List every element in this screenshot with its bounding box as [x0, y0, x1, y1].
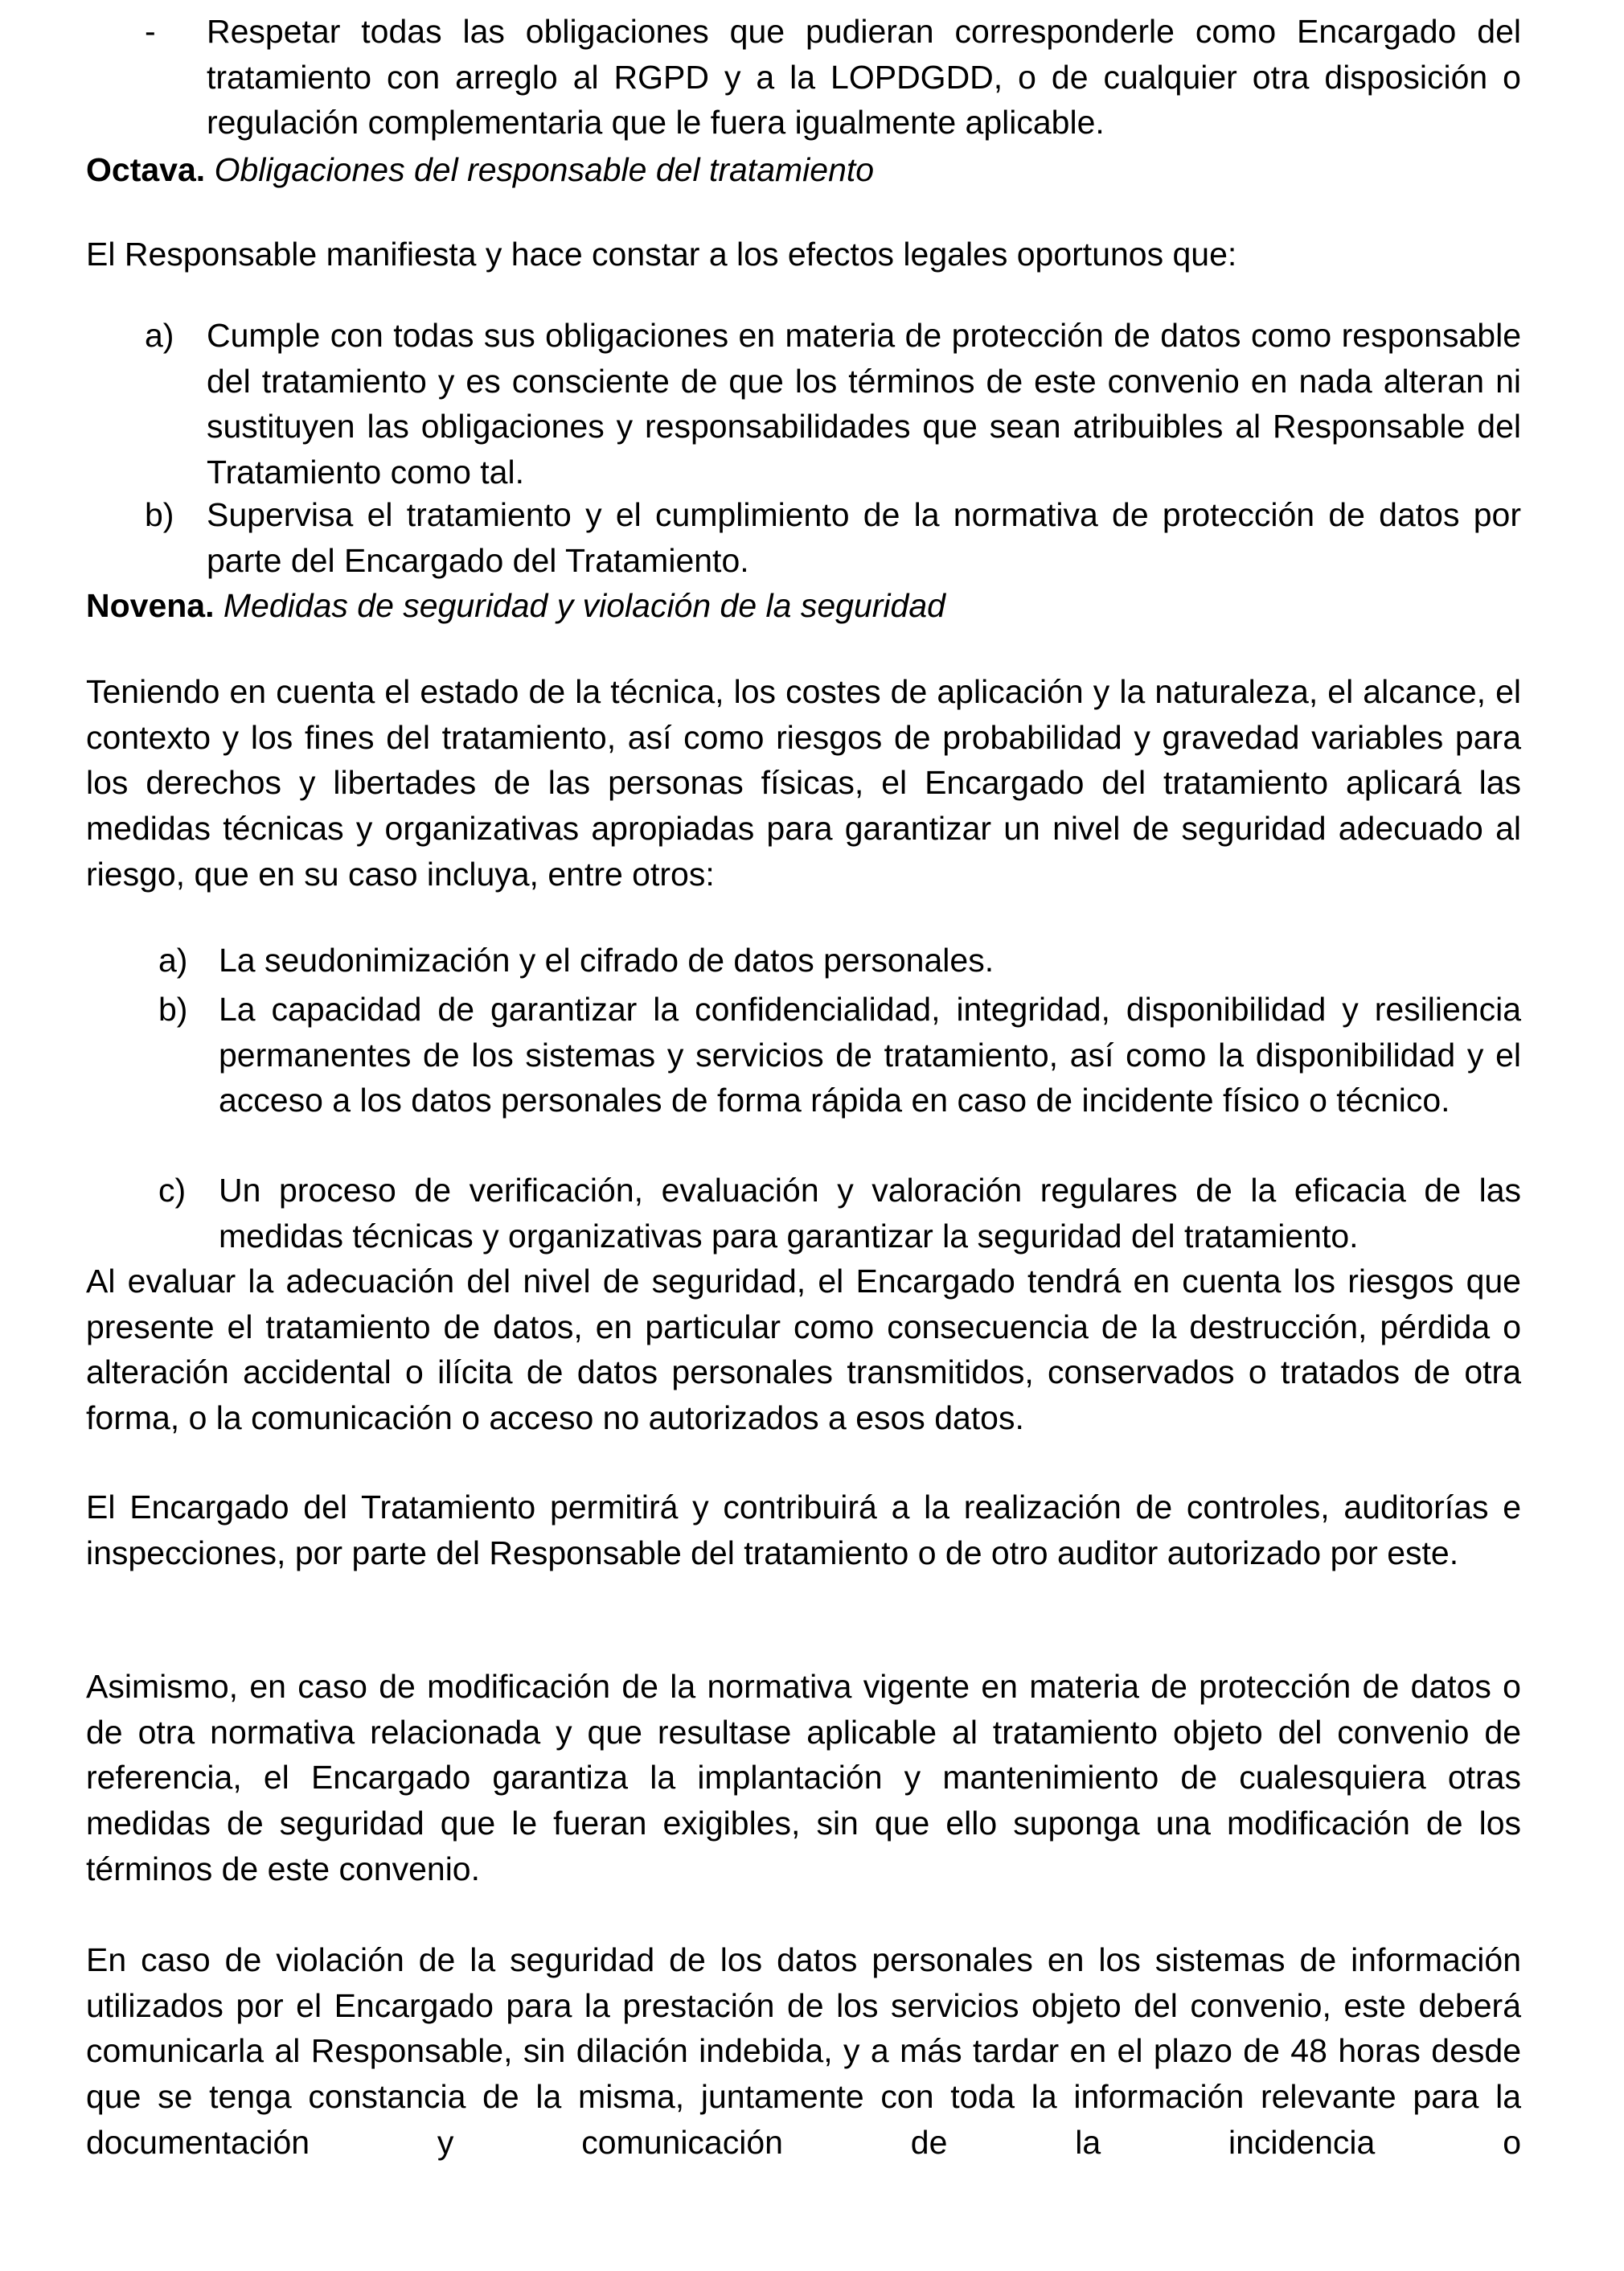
section-heading-octava: [86, 147, 1521, 193]
dash-item-text: Respetar todas las obligaciones que pudieran corresponderle como Encargado del tratamiento con arreglo al RGPD y a la LOPDGDD, o de cualquier otra disposición o regulación complementaria que le fuera igualmente aplicable.: [207, 13, 1521, 142]
section-label: Octava.: [86, 151, 206, 188]
list-item-text: La seudonimización y el cifrado de datos personales.: [219, 942, 994, 979]
section-title: Obligaciones del responsable del tratamiento: [214, 151, 875, 188]
list-item-text: Cumple con todas sus obligaciones en materia de protección de datos como responsable del tratamiento y es consciente de que los términos de este convenio en nada alteran ni sustituyen las obligaciones y responsabilidades que sean atribuibles al Responsable del Tratamiento como tal.: [207, 317, 1521, 491]
section-label: Novena.: [86, 587, 215, 624]
list-marker: b): [158, 991, 188, 1028]
list-item-text: Supervisa el tratamiento y el cumplimiento de la normativa de protección de datos por parte del Encargado del Tratamiento.: [207, 496, 1521, 579]
list-marker: c): [158, 1172, 187, 1209]
paragraph: El Encargado del Tratamiento permitirá y contribuirá a la realización de controles, auditorías e inspecciones, por parte del Responsable del tratamiento o de otro auditor autorizado por este.: [86, 1489, 1521, 1571]
section-title: Medidas de seguridad y violación de la seguridad: [223, 587, 945, 624]
list-item-text: Un proceso de verificación, evaluación y valoración regulares de la eficacia de las medidas técnicas y organizativas para garantizar la seguridad del tratamiento.: [219, 1172, 1521, 1255]
dash-marker: -: [145, 13, 156, 50]
list-item-text: La capacidad de garantizar la confidencialidad, integridad, disponibilidad y resiliencia permanentes de los sistemas y servicios de tratamiento, así como la disponibilidad y el acceso a los datos personales de forma rápida en caso de incidente físico o técnico.: [219, 991, 1521, 1119]
list-marker: b): [145, 496, 174, 533]
list-marker: a): [145, 317, 174, 354]
octava-intro: El Responsable manifiesta y hace constar a los efectos legales oportunos que:: [86, 236, 1237, 273]
section-heading-novena: [86, 583, 1521, 629]
list-marker: a): [158, 942, 188, 979]
paragraph: Al evaluar la adecuación del nivel de seguridad, el Encargado tendrá en cuenta los riesgos que presente el tratamiento de datos, en particular como consecuencia de la destrucción, pérdida o alteración accidental o ilícita de datos personales transmitidos, conservados o tratados de otra forma, o la comunicación o acceso no autorizados a esos datos.: [86, 1263, 1521, 1437]
paragraph: En caso de violación de la seguridad de los datos personales en los sistemas de información utilizados por el Encargado para la prestación de los servicios objeto del convenio, este deberá comunicarla al Responsable, sin dilación indebida, y a más tardar en el plazo de 48 horas desde que se tenga constancia de la misma, juntamente con toda la información relevante para la documentación y comunicación de la incidencia o: [86, 1941, 1521, 2161]
novena-intro: Teniendo en cuenta el estado de la técnica, los costes de aplicación y la naturaleza, el alcance, el contexto y los fines del tratamiento, así como riesgos de probabilidad y gravedad variables para los derechos y libertades de las personas físicas, el Encargado del tratamiento aplicará las medidas técnicas y organizativas apropiadas para garantizar un nivel de seguridad adecuado al riesgo, que en su caso incluya, entre otros:: [86, 673, 1521, 893]
paragraph: Asimismo, en caso de modificación de la normativa vigente en materia de protección de datos o de otra normativa relacionada y que resultase aplicable al tratamiento objeto del convenio de referencia, el Encargado garantiza la implantación y mantenimiento de cualesquiera otras medidas de seguridad que le fueran exigibles, sin que ello suponga una modificación de los términos de este convenio.: [86, 1668, 1521, 1887]
